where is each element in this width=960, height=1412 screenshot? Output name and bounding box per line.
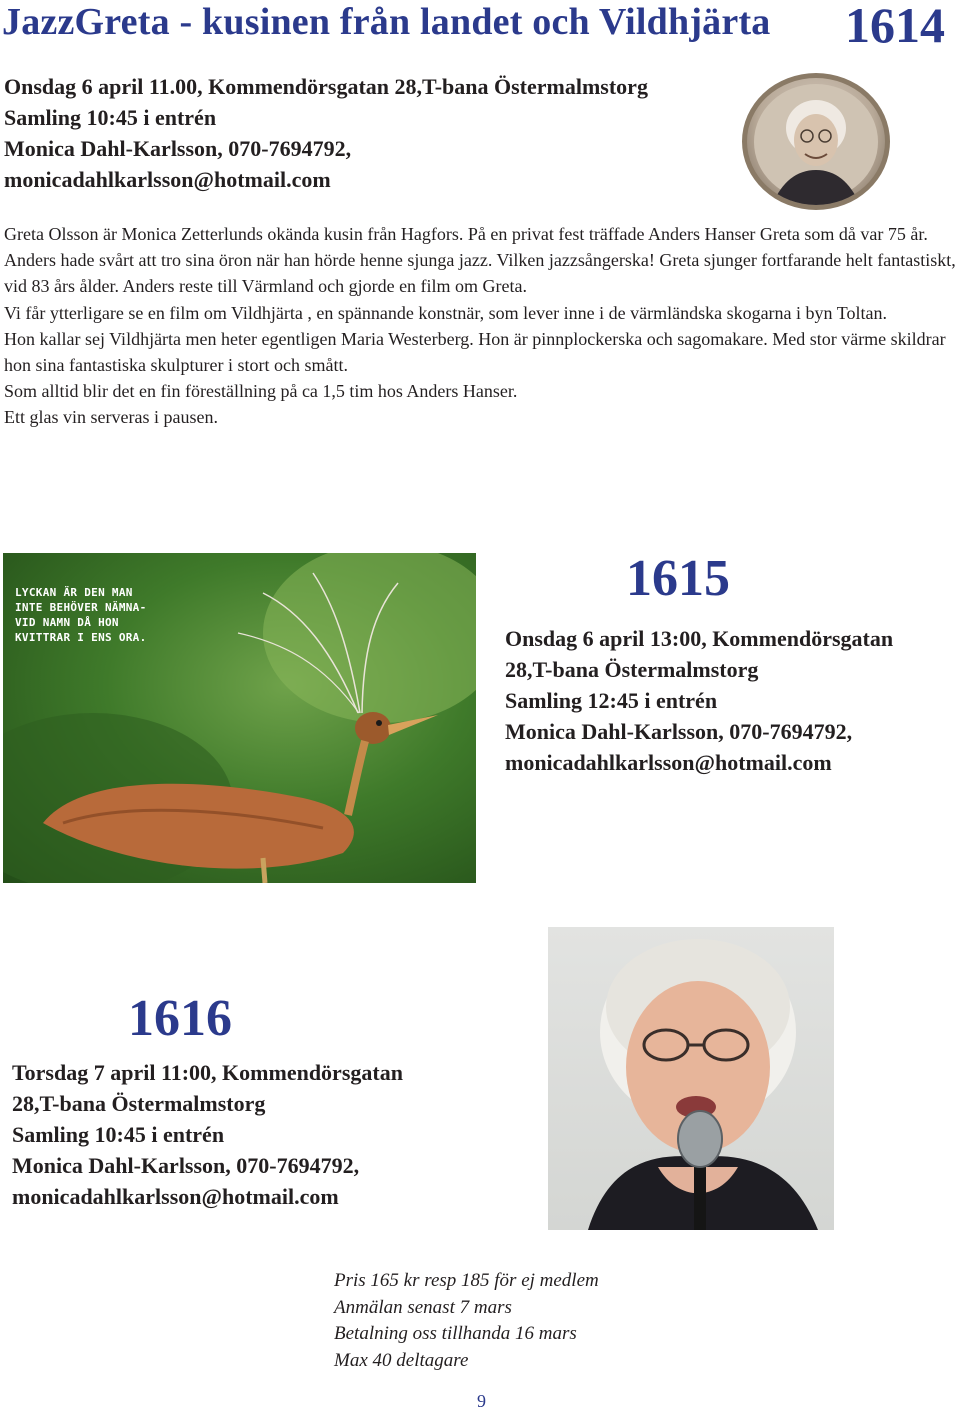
event-1615-email: monicadahlkarlsson@hotmail.com — [505, 750, 832, 775]
caption-line: VID NAMN DÅ HON — [15, 616, 119, 629]
registration-deadline-text: Anmälan senast 7 mars — [334, 1296, 512, 1318]
greta-singing-photo — [548, 927, 834, 1230]
description-paragraph: Greta Olsson är Monica Zetterlunds okända kusin från Hagfors. På en privat fest träffade Anders Hanser Greta som då var 75 år. Anders hade svårt att tro sina öron när han hörde henne sjunga jazz. Vilken jazzsångerska! Greta sjunger fortfarande helt fantastiskt, vid 83 års ålder. Anders reste till Värmland och gjorde en film om Greta. — [4, 224, 956, 297]
portrait-illustration — [747, 78, 885, 205]
price-text: Pris 165 kr resp 185 för ej medlem — [334, 1270, 599, 1291]
event-1616-contact: Monica Dahl-Karlsson, 070-7694792, — [12, 1153, 360, 1178]
payment-deadline-text: Betalning oss tillhanda 16 mars — [334, 1323, 577, 1344]
event-1615-date-location: Onsdag 6 april 13:00, Kommendörsgatan — [505, 626, 894, 651]
description-paragraph: Ett glas vin serveras i pausen. — [4, 407, 218, 428]
event-1616-date-location: Torsdag 7 april 11:00, Kommendörsgatan — [12, 1060, 403, 1085]
event-number-1615: 1615 — [626, 550, 730, 607]
event-number-1614: 1614 — [845, 0, 945, 53]
event-1616-meeting: Samling 10:45 i entrén — [12, 1122, 225, 1147]
caption-line: KVITTRAR I ENS ORA. — [15, 631, 147, 644]
description-paragraph: Vi får ytterligare se en film om Vildhjärta , en spännande konstnär, som lever inne i de värmländska skogarna i byn Toltan. — [4, 302, 887, 323]
caption-line: INTE BEHÖVER NÄMNA- — [15, 601, 147, 614]
bird-sculpture-photo — [3, 553, 476, 883]
booking-info — [334, 1268, 599, 1374]
event-number-1616: 1616 — [128, 990, 232, 1047]
event-1615-contact: Monica Dahl-Karlsson, 070-7694792, — [505, 719, 853, 744]
event-1615-transit: 28,T-bana Östermalmstorg — [505, 657, 759, 682]
caption-line: LYCKAN ÄR DEN MAN — [15, 586, 133, 599]
event-1614-meeting: Samling 10:45 i entrén — [4, 105, 217, 130]
event-1614-date-location: Onsdag 6 april 11.00, Kommendörsgatan 28,T-bana Östermalmstorg — [4, 74, 648, 99]
greta-portrait-image — [742, 73, 890, 210]
page-title: JazzGreta - kusinen från landet och Vildhjärta — [2, 1, 771, 43]
event-1615-meeting: Samling 12:45 i entrén — [505, 688, 718, 713]
event-1614-contact: Monica Dahl-Karlsson, 070-7694792, — [4, 136, 352, 161]
description-paragraph: Som alltid blir det en fin föreställning på ca 1,5 tim hos Anders Hanser. — [4, 381, 518, 402]
event-1616-info — [12, 1057, 403, 1212]
event-1614-email: monicadahlkarlsson@hotmail.com — [4, 167, 331, 192]
event-1616-email: monicadahlkarlsson@hotmail.com — [12, 1184, 339, 1209]
description-paragraph: Hon kallar sej Vildhjärta men heter egentligen Maria Westerberg. Hon är pinnplockerska och sagomakare. Med stor värme skildrar hon sina fantastiska skulpturer i stort och smått. — [4, 328, 946, 376]
event-1614-info — [4, 71, 648, 195]
woman-microphone-illustration — [548, 927, 834, 1230]
event-1616-transit: 28,T-bana Östermalmstorg — [12, 1091, 266, 1116]
bird-photo-caption — [15, 585, 147, 645]
page-number: 9 — [477, 1391, 486, 1411]
max-participants-text: Max 40 deltagare — [334, 1349, 469, 1371]
event-1614-description — [4, 221, 958, 431]
event-1615-info — [505, 623, 893, 778]
